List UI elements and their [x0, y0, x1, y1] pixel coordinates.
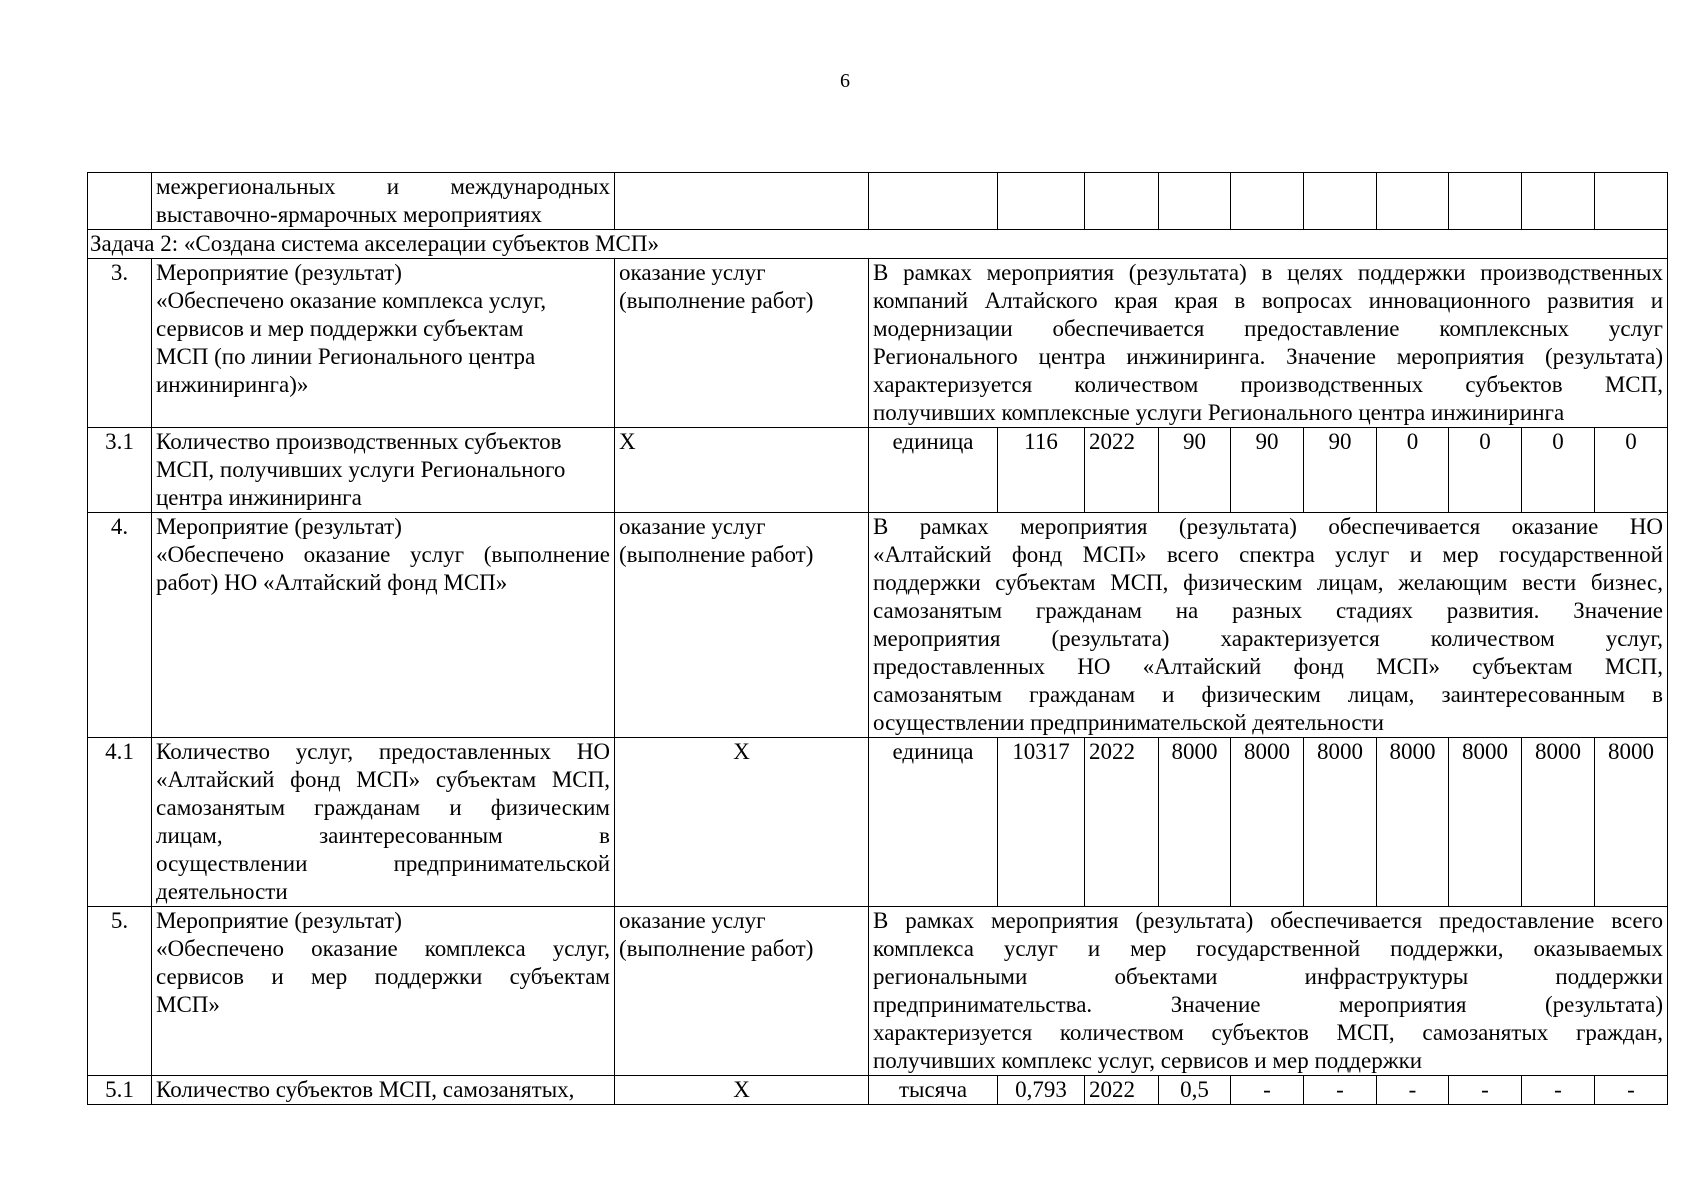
description-line: компаний Алтайского края края в вопросах инновационного развития и — [873, 288, 1663, 313]
unit-cell — [869, 173, 998, 230]
value-cell — [1159, 173, 1231, 230]
indicator-name-line: самозанятым гражданам и физическим — [156, 795, 610, 820]
description-line: В рамках мероприятия (результата) обеспечивается оказание НО — [873, 514, 1663, 539]
table-row — [88, 428, 1668, 513]
measure-type — [615, 173, 869, 230]
value-cell: 8000 — [1304, 738, 1377, 907]
measure-name-line: инжиниринга)» — [156, 372, 309, 397]
description-line: «Алтайский фонд МСП» всего спектра услуг и мер государственной — [873, 542, 1663, 567]
description-line: поддержки субъектам МСП, физическим лицам, желающим вести бизнес, — [873, 570, 1663, 595]
base-year: 2022 — [1085, 428, 1159, 513]
task-row — [88, 230, 1668, 259]
unit-cell: единица — [869, 428, 998, 513]
value-cell: - — [1231, 1076, 1304, 1105]
measure-name-line: работ) НО «Алтайский фонд МСП» — [156, 570, 508, 595]
measure-name-line: «Обеспечено оказание комплекса услуг, — [156, 288, 547, 313]
description-line: характеризуется количеством производственных субъектов МСП, — [873, 372, 1663, 397]
indicator-name-line: лицам, заинтересованным в — [156, 823, 610, 848]
base-year — [1085, 173, 1159, 230]
description-line: осуществлении предпринимательской деятельности — [873, 710, 1384, 735]
measure-name-line: Мероприятие (результат) — [156, 514, 402, 539]
measure-name-line: Мероприятие (результат) — [156, 908, 402, 933]
measure-name-line: сервисов и мер поддержки субъектам — [156, 964, 610, 989]
measure-type — [615, 259, 869, 428]
value-cell: 90 — [1159, 428, 1231, 513]
measure-name-line: межрегиональных и международных — [156, 174, 610, 199]
indicator-name-line: «Алтайский фонд МСП» субъектам МСП, — [156, 767, 610, 792]
description-line: самозанятым гражданам на разных стадиях развития. Значение — [873, 598, 1663, 623]
table-row — [88, 907, 1668, 1076]
description-line: получивших комплексные услуги Регионального центра инжиниринга — [873, 400, 1565, 425]
value-cell: - — [1449, 1076, 1522, 1105]
measure-name-line: «Обеспечено оказание комплекса услуг, — [156, 936, 610, 961]
value-cell — [1595, 173, 1668, 230]
description-line: самозанятым гражданам и физическим лицам, заинтересованным в — [873, 682, 1663, 707]
base-year: 2022 — [1085, 738, 1159, 907]
measure-name-line: «Обеспечено оказание услуг (выполнение — [156, 542, 610, 567]
row-number: 5.1 — [88, 1076, 152, 1105]
table-row — [88, 259, 1668, 428]
measure-name-line: МСП (по линии Регионального центра — [156, 344, 536, 369]
value-cell: 8000 — [1449, 738, 1522, 907]
table-row — [88, 513, 1668, 738]
indicator-name-line: МСП, получивших услуги Регионального — [156, 457, 566, 482]
measure-name — [152, 907, 615, 1076]
indicator-type: X — [615, 738, 869, 907]
value-cell: 8000 — [1231, 738, 1304, 907]
description-line: модернизации обеспечивается предоставление комплексных услуг — [873, 316, 1663, 341]
indicator-name — [152, 428, 615, 513]
row-number: 3.1 — [88, 428, 152, 513]
indicator-name — [152, 1076, 615, 1105]
measure-type-line: оказание услуг — [619, 514, 766, 539]
description-line: В рамках мероприятия (результата) в целях поддержки производственных — [873, 260, 1663, 285]
measure-name-line: Мероприятие (результат) — [156, 260, 402, 285]
indicator-name-line: осуществлении предпринимательской — [156, 851, 610, 876]
indicator-name-line: деятельности — [156, 879, 288, 904]
value-cell: 0 — [1377, 428, 1449, 513]
measure-description — [869, 513, 1668, 738]
measure-type-line: (выполнение работ) — [619, 542, 814, 567]
value-cell: 0 — [1449, 428, 1522, 513]
row-number: 4.1 — [88, 738, 152, 907]
value-cell: 0,5 — [1159, 1076, 1231, 1105]
value-cell — [1377, 173, 1449, 230]
indicator-type: X — [615, 1076, 869, 1105]
value-cell: 8000 — [1595, 738, 1668, 907]
unit-cell: тысяча — [869, 1076, 998, 1105]
indicator-name-line: Количество услуг, предоставленных НО — [156, 739, 610, 764]
value-cell: 90 — [1231, 428, 1304, 513]
indicator-name — [152, 738, 615, 907]
row-number: 3. — [88, 259, 152, 428]
table-row — [88, 173, 1668, 230]
description-line: комплекса услуг и мер государственной поддержки, оказываемых — [873, 936, 1663, 961]
measure-description — [869, 907, 1668, 1076]
measure-description — [869, 259, 1668, 428]
base-value: 0,793 — [998, 1076, 1085, 1105]
value-cell: 8000 — [1377, 738, 1449, 907]
value-cell — [1522, 173, 1595, 230]
measures-table — [87, 172, 1668, 1105]
measure-type-line: (выполнение работ) — [619, 288, 814, 313]
measure-type-line: оказание услуг — [619, 908, 766, 933]
task-heading: Задача 2: «Создана система акселерации субъектов МСП» — [88, 230, 1668, 259]
measure-type-line: (выполнение работ) — [619, 936, 814, 961]
measure-type-line: оказание услуг — [619, 260, 766, 285]
table-row — [88, 738, 1668, 907]
page-number: 6 — [840, 70, 850, 92]
unit-cell: единица — [869, 738, 998, 907]
base-value — [998, 173, 1085, 230]
indicator-name-line: центра инжиниринга — [156, 485, 362, 510]
value-cell: 0 — [1522, 428, 1595, 513]
base-year: 2022 — [1085, 1076, 1159, 1105]
value-cell: - — [1377, 1076, 1449, 1105]
value-cell: 8000 — [1522, 738, 1595, 907]
row-number: 4. — [88, 513, 152, 738]
value-cell: 8000 — [1159, 738, 1231, 907]
base-value: 10317 — [998, 738, 1085, 907]
row-number: 5. — [88, 907, 152, 1076]
measure-name-line: сервисов и мер поддержки субъектам — [156, 316, 524, 341]
measure-name — [152, 259, 615, 428]
measure-name-line: выставочно-ярмарочных мероприятиях — [156, 202, 542, 227]
measure-name-line: МСП» — [156, 992, 220, 1017]
indicator-name-line: Количество субъектов МСП, самозанятых, — [156, 1077, 575, 1102]
measure-name — [152, 513, 615, 738]
value-cell: - — [1522, 1076, 1595, 1105]
description-line: предоставленных НО «Алтайский фонд МСП» субъектам МСП, — [873, 654, 1663, 679]
measure-type — [615, 513, 869, 738]
description-line: В рамках мероприятия (результата) обеспечивается предоставление всего — [873, 908, 1663, 933]
value-cell: 90 — [1304, 428, 1377, 513]
description-line: получивших комплекс услуг, сервисов и мер поддержки — [873, 1048, 1423, 1073]
description-line: Регионального центра инжиниринга. Значение мероприятия (результата) — [873, 344, 1663, 369]
indicator-name-line: Количество производственных субъектов — [156, 429, 562, 454]
value-cell — [1449, 173, 1522, 230]
value-cell: - — [1304, 1076, 1377, 1105]
value-cell: - — [1595, 1076, 1668, 1105]
value-cell — [1231, 173, 1304, 230]
measure-name — [152, 173, 615, 230]
table-row — [88, 1076, 1668, 1105]
indicator-type: X — [615, 428, 869, 513]
description-line: предпринимательства. Значение мероприятия (результата) — [873, 992, 1663, 1017]
description-line: региональными объектами инфраструктуры поддержки — [873, 964, 1663, 989]
base-value: 116 — [998, 428, 1085, 513]
row-number — [88, 173, 152, 230]
value-cell: 0 — [1595, 428, 1668, 513]
description-line: характеризуется количеством субъектов МСП, самозанятых граждан, — [873, 1020, 1663, 1045]
measure-type — [615, 907, 869, 1076]
value-cell — [1304, 173, 1377, 230]
description-line: мероприятия (результата) характеризуется количеством услуг, — [873, 626, 1663, 651]
